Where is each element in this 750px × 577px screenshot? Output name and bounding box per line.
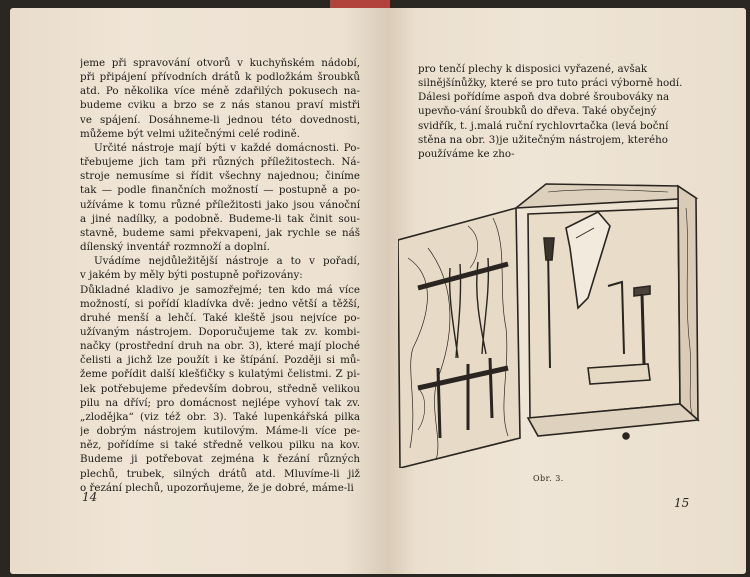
text-line: tak — podle finančních možností — postupně a po- bbox=[80, 184, 360, 197]
text-line: třebujeme jich tam při různých příležitostech. Ná- bbox=[80, 156, 360, 169]
text-line: budeme cviku a brzo se z nás stanou praví mistři bbox=[80, 99, 360, 112]
text-line: plechů, trubek, silných drátů atd. Mluvíme-li již bbox=[80, 467, 360, 480]
text-line: Uvádíme nejdůležitější nástroje a to v pořadí, bbox=[94, 255, 360, 268]
text-line: čelisti a jichž lze použít i ke štípání. Později si mů- bbox=[80, 354, 360, 367]
right-page-text bbox=[418, 62, 688, 161]
right-page-number: 15 bbox=[674, 496, 690, 510]
text-line: můžeme být velmi užitečnými celé rodině. bbox=[80, 127, 301, 140]
left-page-number: 14 bbox=[82, 490, 98, 504]
text-line: je dobrým nástrojem kutilovým. Máme-li více pe- bbox=[80, 425, 360, 438]
text-line: vání šroubků do dřeva. Také obyčejný svidřík, t. j. bbox=[418, 105, 657, 132]
text-line: si pořídíme aspoň dva dobré šroubováky na upevňo- bbox=[418, 91, 670, 118]
text-line: „zlodějka“ (viz též obr. 3). Také lupenkářská pilka bbox=[80, 410, 360, 423]
text-line: jeme při spravování otvorů v kuchyňském nádobí, bbox=[80, 57, 360, 69]
text-line: žeme pořídit další klešťičky s kulatými čelistmi. Z pi- bbox=[80, 368, 360, 381]
left-page bbox=[10, 8, 388, 574]
text-line: něz, pořídíme si také středně velkou pilku na kov. bbox=[80, 439, 360, 452]
text-line: Důkladné kladivo je samozřejmé; ten kdo má více bbox=[80, 283, 360, 296]
text-line: užíváme k tomu různé příležitosti jako jsou vánoční bbox=[80, 198, 360, 211]
text-line: lek potřebujeme především dobrou, středně velikou bbox=[80, 382, 360, 395]
text-line: nůžky, které se pro tuto práci výborně hodí. Dále bbox=[418, 77, 683, 104]
text-line: o řezání plechů, upozorňujeme, že je dobré, máme-li bbox=[80, 481, 354, 494]
text-line: pilu na dříví; pro domácnost nejlépe vyhoví tak zv. bbox=[80, 396, 360, 409]
text-line: načky (prostřední druh na obr. 3), které mají ploché bbox=[80, 340, 360, 353]
text-line: možností, si pořídí kladívka dvě: jedno větší a těžší, bbox=[80, 297, 360, 310]
left-page-text bbox=[80, 56, 360, 495]
text-line: v jakém by měly býti postupně pořizovány: bbox=[80, 269, 303, 282]
text-line: malá ruční rychlovrtačka (levá boční stěna na obr. 3) bbox=[418, 119, 669, 146]
text-line: druhé menší a lehčí. Také kleště jsou nejvíce po- bbox=[80, 311, 360, 324]
text-line: atd. Po několika více méně zdařilých pokusech na- bbox=[80, 85, 360, 98]
text-line: Určité nástroje mají býti v každé domácnosti. Po- bbox=[94, 141, 360, 154]
text-line: je užitečným nástrojem, kterého používáme ke zho- bbox=[418, 133, 668, 160]
text-line: a jiné nadílky, a podobně. Budeme-li tak činit sou- bbox=[80, 212, 360, 225]
figure-caption: Obr. 3. bbox=[533, 474, 564, 483]
text-line: při připájení přívodních drátů k podložkám šroubků bbox=[80, 71, 360, 84]
text-line: užívaným nástrojem. Doporučujeme tak zv. kombi- bbox=[80, 325, 360, 338]
text-line: pro tenčí plechy k disposici vyřazené, avšak silnější bbox=[418, 63, 648, 90]
tool-cabinet-illustration bbox=[398, 168, 718, 468]
right-page bbox=[388, 8, 746, 574]
text-line: stavně, budeme sami překvapeni, jak rychle se náš bbox=[80, 226, 360, 239]
text-line: Budeme ji potřebovat zejména k řezání různých bbox=[80, 453, 360, 466]
text-line: dílenský inventář rozmnoží a doplní. bbox=[80, 241, 270, 254]
text-line: stroje nemusíme si řídit všechny najednou; činíme bbox=[80, 170, 360, 183]
text-line: ve spájení. Dosáhneme-li jednou této dovednosti, bbox=[80, 113, 360, 126]
